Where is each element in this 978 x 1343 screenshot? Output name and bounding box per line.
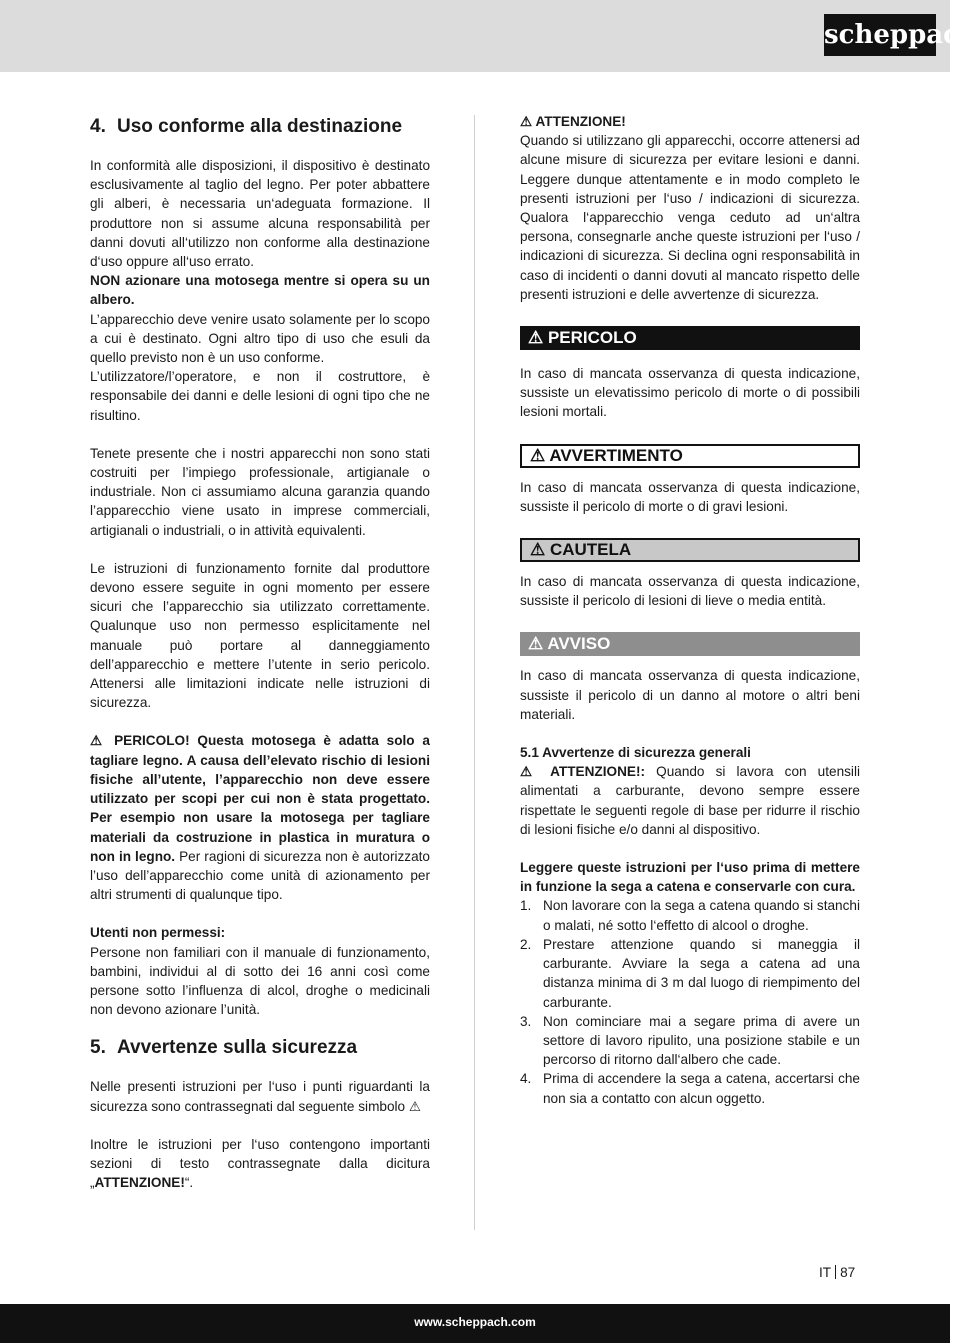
users-title [90, 923, 430, 942]
general-title [520, 743, 860, 762]
s5-paragraph-1: Nelle presenti istruzioni per l‘uso i punti riguardanti la sicurezza sono contrassegnati dal seguente simbolo ⚠ [90, 1079, 430, 1114]
s4-paragraph-1b: L’apparecchio deve venire usato solamente per lo scopo a cui è destinato. Ogni altro tipo di uso che esuli da quello previsto non è un uso conforme. [90, 311, 430, 366]
page-number [819, 1265, 855, 1280]
page-language: IT [819, 1265, 832, 1280]
s4-paragraph-3: Le istruzioni di funzionamento fornite dal produttore devono essere seguite in ogni momento per essere sicuri che l’apparecchio sia utilizzato correttamente. Qualunque uso non permesso esplicitamente nel manuale può portare al danneggiamento dell’apparecchio e mettere l’utente in serio pericolo. Attenersi alle limitazioni indicate nelle istruzioni di sicurezza. [90, 560, 430, 711]
s4-tree-warning: NON azionare una motosega mentre si opera su un albero. [90, 273, 430, 308]
warning-signal-box: ⚠ AVVERTIMENTO [520, 444, 860, 468]
list-item [520, 896, 860, 934]
brand-logo: scheppach [824, 14, 936, 56]
users-title-text: Utenti non permessi: [90, 925, 226, 941]
list-item-number: 1. [520, 898, 532, 914]
s4-danger-rest: Per ragioni di sicurezza non è autorizzato l’uso dell’apparecchio come unità di azionamento per altri strumenti di qualunque tipo. [90, 848, 430, 903]
read-instructions [520, 858, 860, 896]
caution-text: In caso di mancata osservanza di questa indicazione, sussiste il pericolo di lesioni di lieve o media entità. [520, 574, 860, 609]
s5-p2-post: “. [184, 1175, 194, 1191]
list-item-text: Prima di accendere la sega a catena, accertarsi che non sia a contatto con alcun oggetto. [543, 1071, 860, 1106]
danger-signal-box: ⚠ PERICOLO [520, 326, 860, 350]
list-item-text: Non cominciare mai a segare prima di avere un settore di lavoro ripulito, una posizione stabile e un percorso di ritorno dall‘albero che cade. [543, 1013, 860, 1068]
s4-paragraph-2: Tenete presente che i nostri apparecchi non sono stati costruiti per l’impiego professionale, artigianale o industriale. Non ci assumiamo alcuna garanzia quando l’apparecchio viene usato in imprese commerciali, artigianali o industriali, o in attività equivalenti. [90, 445, 430, 538]
attention-title-text: ⚠ ATTENZIONE! [520, 114, 626, 129]
list-item-text: Prestare attenzione quando si maneggia il carburante. Avviare la sega a catena ad una distanza minima di 3 m dal luogo di riempimento del carburante. [543, 936, 860, 1010]
read-instructions-bold: Leggere queste istruzioni per l‘uso prima di mettere in funzione la sega a catena e conservarle con cura. [520, 860, 860, 895]
left-column [90, 112, 430, 1192]
section-5-title: Avvertenze sulla sicurezza [117, 1037, 358, 1059]
attention-text: Quando si utilizzano gli apparecchi, occorre attenersi ad alcune misure di sicurezza per evitare lesioni e danni. Leggere dunque attentamente e in modo completo le presenti istruzioni per l‘uso / indicazioni di sicurezza. Qualora l‘apparecchio venga ceduto ad un‘altra persona, consegnarle anche queste istruzioni per l‘uso / indicazioni di sicurezza. Si declina ogni responsabilità in caso di incidenti o danni dovuti al mancato rispetto delle presenti istruzioni e delle avvertenze di sicurezza. [520, 133, 860, 302]
s5-paragraph-2 [90, 1135, 430, 1193]
column-divider [474, 115, 475, 1230]
page-number-separator [835, 1265, 836, 1279]
s5-p2-bold: ATTENZIONE! [94, 1175, 185, 1191]
page-footer [0, 1304, 950, 1343]
general-attention-bold: ⚠ ATTENZIONE!: [520, 764, 646, 780]
caution-signal-box: ⚠ CAUTELA [520, 538, 860, 562]
list-item-number: 3. [520, 1013, 532, 1029]
warning-text: In caso di mancata osservanza di questa indicazione, sussiste il pericolo di morte o di gravi lesioni. [520, 479, 860, 514]
list-item-number: 2. [520, 936, 532, 952]
footer-url[interactable]: www.scheppach.com [414, 1315, 536, 1329]
section-5-number: 5. [90, 1037, 106, 1059]
list-item-number: 4. [520, 1071, 532, 1087]
section-4-heading [90, 112, 430, 142]
list-item [520, 1012, 860, 1070]
danger-text: In caso di mancata osservanza di questa indicazione, sussiste un elevatissimo pericolo di morte o di possibili lesioni mortali. [520, 366, 860, 420]
s5-p2-pre: Inoltre le istruzioni per l‘uso contengono importanti sezioni di testo contrassegnate dalla dicitura „ [90, 1136, 430, 1191]
s4-paragraph-1: In conformità alle disposizioni, il dispositivo è destinato esclusivamente al taglio del legno. Per poter abbattere gli alberi, è necessaria un‘adeguata formazione. Il produttore non si assume alcuna responsabilità per danni dovuti all‘utilizzo non conforme alla destinazione d‘uso oppure all‘uso errato. [90, 158, 430, 270]
section-4-title: Uso conforme alla destinazione [117, 116, 403, 137]
general-attention [520, 762, 860, 839]
s4-paragraph-1-bold [90, 271, 430, 309]
attention-title [520, 112, 860, 131]
s4-danger-bold: ⚠ PERICOLO! Questa motosega è adatta solo a tagliare legno. A causa dell’elevato rischio di lesioni fisiche all’utente, l’apparecchio non deve essere utilizzato per scopi per cui non è stata progettato. Per esempio non usare la motosega per tagliare materiali da costruzione in plastica in muratura o non in legno. [90, 733, 430, 864]
section-5-heading [90, 1033, 430, 1063]
list-item-text: Non lavorare con la sega a catena quando si stanchi o malati, né sotto l‘effetto di alcool o droghe. [543, 898, 860, 933]
notice-text: In caso di mancata osservanza di questa indicazione, sussiste il pericolo di un danno al motore o altri beni materiali. [520, 668, 860, 722]
s4-paragraph-1c: L’utilizzatore/l’operatore, e non il costruttore, è responsabile dei danni e delle lesioni di ogni tipo che ne risultino. [90, 369, 430, 423]
page-number-value: 87 [840, 1265, 856, 1280]
section-4-number: 4. [90, 116, 106, 137]
list-item [520, 935, 860, 1012]
general-attention-text: Quando si lavora con utensili alimentati a carburante, devono sempre essere rispettate le seguenti regole di base per ridurre il rischio di lesioni fisiche e/o danni al dispositivo. [520, 764, 860, 837]
page-header [0, 0, 978, 72]
list-item [520, 1069, 860, 1107]
users-text: Persone non familiari con il manuale di funzionamento, bambini, individui al di sotto dei 16 anni così come persone sotto l’influenza di alcol, droghe o medicinali non devono azionare l’unità. [90, 944, 430, 1018]
s4-danger-paragraph [90, 731, 430, 904]
right-column [520, 112, 860, 1108]
rules-list [520, 896, 860, 1107]
notice-signal-box: ⚠ AVVISO [520, 632, 860, 656]
general-title-text: 5.1 Avvertenze di sicurezza generali [520, 745, 751, 761]
